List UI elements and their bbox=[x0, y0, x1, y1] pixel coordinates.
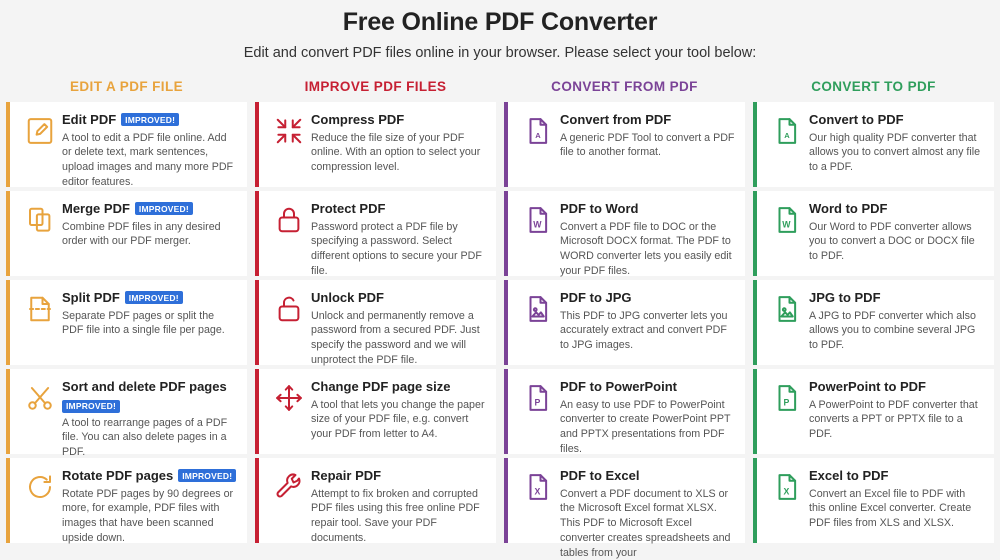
tool-card-title[interactable]: Rotate PDF pages bbox=[62, 468, 174, 483]
tool-card-title[interactable]: PDF to JPG bbox=[560, 290, 632, 305]
tool-card-title[interactable]: PowerPoint to PDF bbox=[809, 379, 926, 394]
tool-card-title-row bbox=[62, 379, 237, 413]
tool-card-title[interactable]: JPG to PDF bbox=[809, 290, 881, 305]
tool-card[interactable] bbox=[255, 369, 496, 454]
tool-card-description: A tool to edit a PDF file online. Add or delete text, mark sentences, upload images and many more PDF editor features. bbox=[62, 131, 234, 188]
tool-card-body bbox=[62, 201, 237, 249]
tool-card[interactable] bbox=[753, 369, 994, 454]
tool-card-title-row bbox=[62, 468, 237, 484]
tool-icon-wrap bbox=[516, 468, 560, 502]
compress-icon bbox=[274, 116, 304, 146]
column-title-convert-to-pdf: CONVERT TO PDF bbox=[811, 79, 936, 94]
tool-card[interactable] bbox=[504, 102, 745, 187]
powerpoint-file-icon bbox=[772, 383, 802, 413]
tool-icon-wrap bbox=[267, 379, 311, 413]
tool-card-body bbox=[62, 468, 237, 546]
rotate-icon bbox=[25, 472, 55, 502]
tool-icon-wrap bbox=[516, 379, 560, 413]
tool-card-description: Rotate PDF pages by 90 degrees or more, for example, PDF files with images that have been scanned upside down. bbox=[62, 487, 234, 544]
lock-closed-icon bbox=[274, 205, 304, 235]
tool-card-title[interactable]: Sort and delete PDF pages bbox=[62, 379, 227, 394]
tool-card-description: Convert a PDF document to XLS or the Microsoft Excel format XLSX. This PDF to Microsoft Excel converter creates spreadsheets and tables from your bbox=[560, 487, 731, 559]
tool-card-title[interactable]: PDF to Excel bbox=[560, 468, 640, 483]
svg-text:P: P bbox=[783, 397, 790, 408]
resize-arrows-icon bbox=[274, 383, 304, 413]
page-subtitle: Edit and convert PDF files online in your browser. Please select your tool below: bbox=[243, 45, 757, 61]
tool-card[interactable] bbox=[255, 280, 496, 365]
tool-card-title-row bbox=[809, 468, 984, 484]
tool-card-body bbox=[560, 201, 735, 279]
svg-text:W: W bbox=[782, 219, 791, 230]
tool-card-title-row bbox=[62, 201, 237, 217]
tool-card[interactable] bbox=[6, 369, 247, 459]
tool-card-description: A generic PDF Tool to convert a PDF file to another format. bbox=[560, 131, 735, 159]
tool-icon-wrap bbox=[267, 112, 311, 146]
tool-card-description: Reduce the file size of your PDF online. With an option to select your compression level. bbox=[311, 131, 481, 174]
tool-card-description: Separate PDF pages or split the PDF file into a single file per page. bbox=[62, 309, 225, 337]
tool-card-body bbox=[809, 468, 984, 531]
tool-card-title[interactable]: Repair PDF bbox=[311, 468, 382, 483]
svg-text:X: X bbox=[534, 486, 541, 497]
improved-badge: IMPROVED! bbox=[121, 113, 179, 126]
tool-card[interactable] bbox=[255, 102, 496, 187]
pdf-file-icon bbox=[523, 116, 553, 146]
tool-card-description: A JPG to PDF converter which also allows you to combine several JPG to PDF. bbox=[809, 309, 976, 352]
tool-card-title-row bbox=[809, 290, 984, 306]
tool-icon-wrap bbox=[267, 290, 311, 324]
column-convert-from-pdf bbox=[504, 79, 745, 559]
image-file-icon bbox=[523, 294, 553, 324]
tool-icon-wrap bbox=[516, 201, 560, 235]
tool-card-description: Unlock and permanently remove a password from a secured PDF. Just specify the password and we will unprotect the PDF file. bbox=[311, 309, 480, 366]
tool-icon-wrap bbox=[765, 290, 809, 324]
tool-card-description: Password protect a PDF file by specifying a password. Select different options to secure your PDF file. bbox=[311, 220, 482, 277]
svg-text:P: P bbox=[534, 397, 541, 408]
pdf-file-icon bbox=[772, 116, 802, 146]
tool-icon-wrap bbox=[18, 468, 62, 502]
improved-badge: IMPROVED! bbox=[62, 400, 120, 413]
tool-card-description: A tool that lets you change the paper size of your PDF file, e.g. convert your PDF from letter to A4. bbox=[311, 398, 485, 441]
svg-text:A: A bbox=[535, 130, 541, 140]
tool-card-title-row bbox=[62, 112, 237, 128]
tool-card-body bbox=[311, 379, 486, 442]
image-file-icon bbox=[772, 294, 802, 324]
tool-icon-wrap bbox=[516, 290, 560, 324]
tool-card-description: Our high quality PDF converter that allows you to convert almost any file to a PDF. bbox=[809, 131, 981, 174]
tool-card-title[interactable]: Word to PDF bbox=[809, 201, 888, 216]
tool-card-body bbox=[311, 201, 486, 279]
tool-card[interactable] bbox=[6, 458, 247, 543]
tool-card-description: A PowerPoint to PDF converter that converts a PPT or PPTX file to a PDF. bbox=[809, 398, 978, 441]
scissors-icon bbox=[25, 383, 55, 413]
column-title-convert-from-pdf: CONVERT FROM PDF bbox=[551, 79, 698, 94]
tool-card[interactable] bbox=[6, 102, 247, 187]
tool-card-description: Our Word to PDF converter allows you to convert a DOC or DOCX file to PDF. bbox=[809, 220, 975, 263]
column-edit-a-pdf-file bbox=[6, 79, 247, 547]
tool-card-title-row bbox=[311, 290, 486, 306]
tool-card-description: A tool to rearrange pages of a PDF file. You can also delete pages in a PDF. bbox=[62, 416, 228, 459]
tool-card-title[interactable]: Excel to PDF bbox=[809, 468, 889, 483]
tool-card[interactable] bbox=[255, 458, 496, 543]
tool-card-body bbox=[311, 290, 486, 368]
svg-text:X: X bbox=[783, 486, 790, 497]
tool-card-body bbox=[809, 201, 984, 264]
word-file-icon bbox=[523, 205, 553, 235]
tool-card-title-row bbox=[311, 379, 486, 395]
wrench-icon bbox=[274, 472, 304, 502]
column-title-edit-a-pdf-file: EDIT A PDF FILE bbox=[70, 79, 183, 94]
excel-file-icon bbox=[523, 472, 553, 502]
merge-pdf-icon bbox=[25, 205, 55, 235]
tool-card[interactable] bbox=[753, 191, 994, 276]
tool-card-title[interactable]: Protect PDF bbox=[311, 201, 386, 216]
tool-card-description: This PDF to JPG converter lets you accurately extract and convert PDF to JPG images. bbox=[560, 309, 728, 352]
split-pdf-icon bbox=[25, 294, 55, 324]
tool-card-title[interactable]: Convert from PDF bbox=[560, 112, 672, 127]
tool-card-title[interactable]: Edit PDF bbox=[62, 112, 117, 127]
tool-card-title[interactable]: PDF to Word bbox=[560, 201, 639, 216]
tool-card-title-row bbox=[809, 112, 984, 128]
tool-card-body bbox=[560, 112, 735, 160]
tool-card[interactable] bbox=[753, 280, 994, 365]
tool-card-body bbox=[560, 468, 735, 560]
tool-card-body bbox=[62, 290, 237, 338]
tool-card-body bbox=[62, 379, 237, 460]
lock-open-icon bbox=[274, 294, 304, 324]
tool-card[interactable] bbox=[255, 191, 496, 276]
tool-card[interactable] bbox=[504, 458, 745, 559]
tool-card-body bbox=[560, 379, 735, 457]
tool-card-body bbox=[560, 290, 735, 353]
word-file-icon bbox=[772, 205, 802, 235]
tool-card-title-row bbox=[560, 201, 735, 217]
tool-card-title-row bbox=[311, 468, 486, 484]
tool-card-title[interactable]: PDF to PowerPoint bbox=[560, 379, 677, 394]
tool-card-description: An easy to use PDF to PowerPoint converter to create PowerPoint PPT and PPTX presentations from PDF files. bbox=[560, 398, 731, 455]
tool-icon-wrap bbox=[267, 201, 311, 235]
tool-card[interactable] bbox=[6, 280, 247, 365]
tool-card-description: Convert an Excel file to PDF with this online Excel converter. Create PDF files from XLS and XLSX. bbox=[809, 487, 972, 530]
tool-card[interactable] bbox=[753, 458, 994, 543]
tool-card-title-row bbox=[560, 379, 735, 395]
tool-card[interactable] bbox=[753, 102, 994, 187]
svg-text:W: W bbox=[533, 219, 542, 230]
tool-icon-wrap bbox=[18, 201, 62, 235]
column-title-improve-pdf-files: IMPROVE PDF FILES bbox=[304, 79, 447, 94]
tool-card-title-row bbox=[560, 290, 735, 306]
tool-card-title-row bbox=[560, 468, 735, 484]
tool-card-body bbox=[809, 112, 984, 175]
tool-card-title[interactable]: Compress PDF bbox=[311, 112, 405, 127]
improved-badge: IMPROVED! bbox=[125, 291, 183, 304]
powerpoint-file-icon bbox=[523, 383, 553, 413]
tool-card-description: Attempt to fix broken and corrupted PDF files using this free online PDF repair tool. Save your PDF documents. bbox=[311, 487, 480, 544]
improved-badge: IMPROVED! bbox=[178, 469, 236, 482]
column-improve-pdf-files bbox=[255, 79, 496, 547]
tool-icon-wrap bbox=[765, 201, 809, 235]
tool-card-title-row bbox=[809, 379, 984, 395]
tool-card-body bbox=[62, 112, 237, 190]
excel-file-icon bbox=[772, 472, 802, 502]
tool-icon-wrap bbox=[267, 468, 311, 502]
tool-icon-wrap bbox=[18, 290, 62, 324]
tool-card[interactable] bbox=[504, 280, 745, 365]
tool-card-body bbox=[809, 379, 984, 442]
improved-badge: IMPROVED! bbox=[135, 202, 193, 215]
tool-card-description: Combine PDF files in any desired order with our PDF merger. bbox=[62, 220, 221, 248]
tool-icon-wrap bbox=[18, 379, 62, 413]
tool-card-title-row bbox=[311, 201, 486, 217]
tool-card-body bbox=[311, 112, 486, 175]
edit-pdf-icon bbox=[25, 116, 55, 146]
tool-icon-wrap bbox=[765, 379, 809, 413]
tool-card[interactable] bbox=[504, 369, 745, 454]
tool-card-title-row bbox=[311, 112, 486, 128]
tool-card[interactable] bbox=[6, 191, 247, 276]
tool-icon-wrap bbox=[18, 112, 62, 146]
tool-card[interactable] bbox=[504, 191, 745, 276]
tool-card-title[interactable]: Unlock PDF bbox=[311, 290, 384, 305]
tool-icon-wrap bbox=[765, 112, 809, 146]
tool-card-title[interactable]: Convert to PDF bbox=[809, 112, 904, 127]
tool-card-title[interactable]: Change PDF page size bbox=[311, 379, 451, 394]
page-header bbox=[0, 0, 1000, 61]
tool-card-title[interactable]: Split PDF bbox=[62, 290, 120, 305]
tool-card-title-row bbox=[62, 290, 237, 306]
tool-card-body bbox=[809, 290, 984, 353]
tool-icon-wrap bbox=[516, 112, 560, 146]
tool-card-title-row bbox=[809, 201, 984, 217]
tool-card-body bbox=[311, 468, 486, 546]
tool-card-title-row bbox=[560, 112, 735, 128]
tool-card-description: Convert a PDF file to DOC or the Microsoft DOCX format. The PDF to WORD converter lets you easily edit your PDF files. bbox=[560, 220, 732, 277]
tool-columns bbox=[0, 79, 1000, 559]
svg-text:A: A bbox=[784, 130, 790, 140]
page-title: Free Online PDF Converter bbox=[342, 8, 658, 36]
tool-card-title[interactable]: Merge PDF bbox=[62, 201, 130, 216]
column-convert-to-pdf bbox=[753, 79, 994, 547]
tool-icon-wrap bbox=[765, 468, 809, 502]
